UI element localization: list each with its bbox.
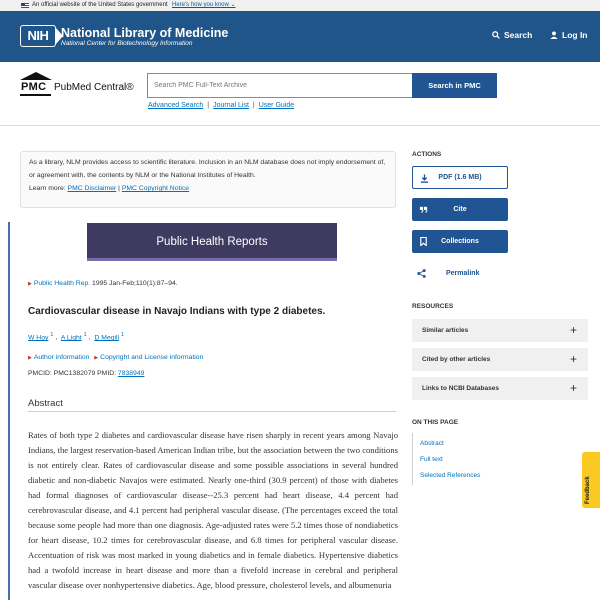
pmc-logo-name: PubMed Central® [54, 82, 134, 93]
nih-logo[interactable]: NIH [20, 25, 56, 47]
user-icon [550, 31, 558, 39]
toc-selected-references-link[interactable]: Selected References [420, 472, 481, 479]
resources-heading: RESOURCES [412, 303, 454, 310]
journal-banner[interactable]: Public Health Reports [87, 223, 337, 261]
separator: | [207, 102, 210, 109]
pmid-label: PMID: [97, 370, 117, 377]
toc-full-text-link[interactable]: Full text [420, 456, 443, 463]
learn-more-label: Learn more: [29, 185, 66, 192]
quote-icon [419, 205, 428, 214]
pdf-download-button[interactable] [412, 166, 508, 189]
pmcid: PMCID: PMC1382079 [28, 370, 96, 377]
login-label: Log In [562, 30, 588, 40]
plus-icon: + [569, 381, 577, 395]
journal-list-link[interactable]: Journal List [213, 102, 249, 109]
gov-banner-text: An official website of the United States government [32, 2, 168, 8]
copyright-license-link[interactable]: Copyright and License information [100, 354, 204, 361]
author-link[interactable]: W Hoy [28, 334, 49, 342]
citation-line [28, 280, 178, 287]
plus-icon: + [569, 323, 577, 337]
disclaimer-text: As a library, NLM provides access to scientific literature. Inclusion in an NLM database does not imply endorsement of, or agreement with, the contents by NLM or the National Institutes of Health. [29, 159, 386, 179]
author-link[interactable]: D Megill [94, 334, 120, 342]
pmc-disclaimer-link[interactable]: PMC Disclaimer [67, 185, 117, 192]
resource-label: Cited by other articles [422, 356, 491, 363]
abstract-divider [28, 411, 396, 412]
permalink-label: Permalink [446, 270, 480, 277]
user-guide-link[interactable]: User Guide [258, 102, 295, 109]
pmid-link[interactable]: 7838949 [117, 370, 145, 377]
citation-details: 1995 Jan-Feb;110(1):87–94. [90, 280, 178, 287]
permalink-button[interactable] [412, 262, 508, 285]
disclaimer-separator: | [116, 185, 122, 192]
separator: | [252, 102, 255, 109]
pmc-logo-base [20, 94, 51, 96]
author-affiliation-sup[interactable]: 1 [120, 332, 125, 338]
nlm-disclaimer [20, 151, 396, 208]
download-icon [420, 174, 429, 183]
similar-articles-accordion[interactable] [412, 319, 588, 342]
toc-abstract-link[interactable]: Abstract [420, 440, 444, 447]
feedback-tab[interactable] [582, 452, 600, 508]
feedback-label: Feedback [585, 476, 591, 504]
gov-banner [0, 0, 600, 11]
abstract-heading: Abstract [28, 398, 63, 409]
ncbi-subtitle: National Center for Biotechnology Information [61, 40, 193, 47]
share-icon [417, 269, 426, 278]
pdf-label: PDF (1.6 MB) [438, 174, 482, 181]
cited-by-accordion[interactable] [412, 348, 588, 371]
author-link[interactable]: A Light [60, 334, 82, 342]
nlm-title[interactable]: National Library of Medicine [61, 26, 229, 40]
article-accent-bar [8, 222, 10, 600]
pmc-logo-abbr: PMC [21, 81, 47, 93]
nih-header [0, 11, 600, 62]
triangle-right-icon: ▶ [28, 355, 32, 361]
plus-icon: + [569, 352, 577, 366]
journal-link[interactable]: Public Health Rep. [33, 280, 91, 287]
pmc-search-input[interactable] [147, 73, 413, 98]
search-sublinks [148, 102, 294, 109]
resource-label: Similar articles [422, 327, 469, 334]
triangle-right-icon: ▶ [28, 281, 32, 287]
on-this-page-heading: ON THIS PAGE [412, 419, 459, 426]
article-ids [28, 370, 144, 377]
article-title: Cardiovascular disease in Navajo Indians with type 2 diabetes. [28, 306, 326, 317]
bookmark-icon [419, 237, 428, 246]
collections-button[interactable] [412, 230, 508, 253]
advanced-search-link[interactable]: Advanced Search [148, 102, 204, 109]
collections-label: Collections [441, 238, 479, 245]
us-flag-icon [21, 3, 29, 8]
article-info-links [28, 354, 203, 361]
cite-button[interactable] [412, 198, 508, 221]
author-affiliation-sup[interactable]: 1 [50, 332, 54, 338]
pmc-copyright-link[interactable]: PMC Copyright Notice [121, 185, 190, 192]
separator: , [88, 334, 91, 342]
heres-how-you-know-link[interactable]: Here's how you know ⌄ [172, 2, 236, 8]
search-icon [492, 31, 500, 39]
triangle-right-icon: ▶ [94, 355, 99, 361]
header-search-button[interactable] [492, 30, 532, 40]
author-list [28, 332, 124, 341]
header-search-label: Search [504, 30, 533, 40]
author-affiliation-sup[interactable]: 1 [83, 332, 87, 338]
cite-label: Cite [453, 206, 467, 213]
actions-heading: ACTIONS [412, 151, 442, 158]
pmc-logo-roof-icon [20, 72, 52, 80]
resource-label: Links to NCBI Databases [422, 385, 499, 392]
toc-rail [412, 433, 413, 485]
separator: , [55, 334, 58, 342]
abstract-text: Rates of both type 2 diabetes and cardiovascular disease have risen sharply in recent years among Navajo Indians, the largest reservation-based American Indian tribe, but the association between the two conditions is not entirely clear. Rates of cardiovascular disease and some possible associations in several hundred diabetic and non-diabetic Navajos were estimated. Nearly one-third (30.9 percent) of those with diabetes had formal diagnoses of cardiovascular disease--25.3 percent had heart disease, 4.4 percent had cerebrovascular disease, and 4.1 percent had peripheral vascular disease. (The percentages exceed the total because some people had more than one diagnosis. Age-adjusted rates were 5.2 times those of nondiabetics for heart disease, 10.2 times for cerebrovascular disease, and 6.8 times for peripheral vascular disease. Accentuation of risk was most marked in young diabetics and in female diabetics. Hypertensive diabetics had a twofold increase in heart disease and more than a fivefold increase in cerebral and peripheral vascular disease over nonhypertensive diabetics. Age, blood pressure, cholesterol levels, and albumenuria [28, 430, 398, 590]
pmc-search-bar [0, 62, 600, 126]
pmc-logo[interactable] [20, 72, 142, 100]
login-button[interactable] [550, 30, 588, 40]
author-information-link[interactable]: Author information [33, 354, 90, 361]
ncbi-links-accordion[interactable] [412, 377, 588, 400]
search-in-pmc-button[interactable]: Search in PMC [412, 73, 497, 98]
